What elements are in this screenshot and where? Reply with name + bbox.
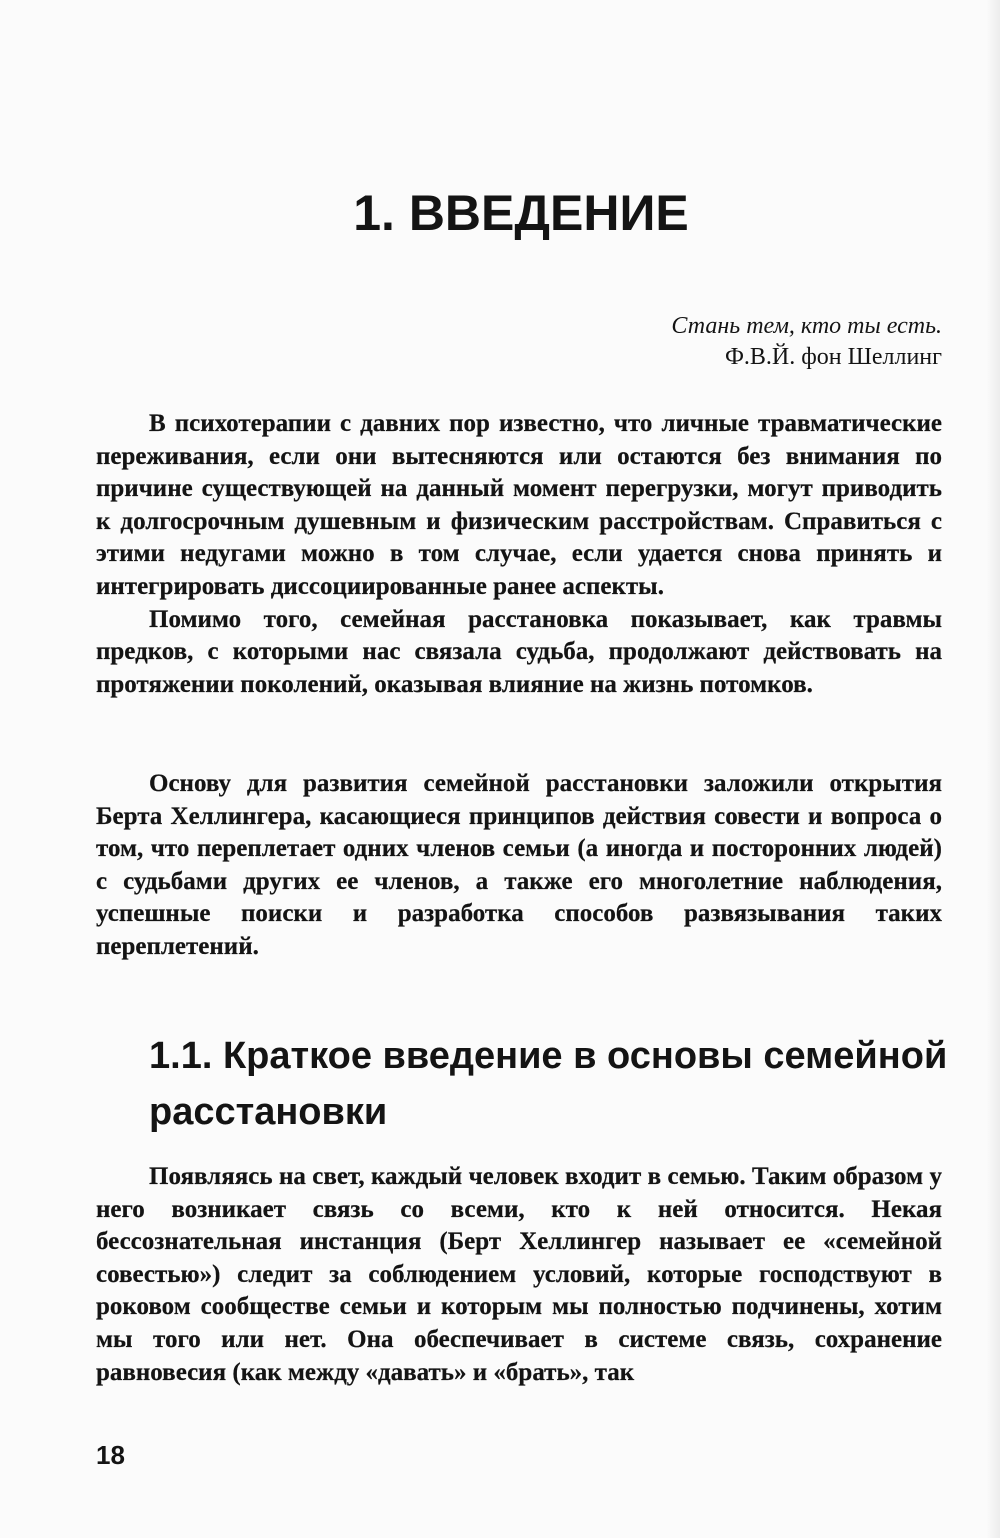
chapter-title: 1. ВВЕДЕНИЕ — [353, 185, 689, 241]
paragraph: Помимо того, семейная расстановка показывает, как травмы предков, с которыми нас связала судьба, продолжают действовать на протяжении поколений, оказывая влияние на жизнь потомков. — [96, 605, 942, 698]
epigraph-author: Ф.В.Й. фон Шеллинг — [724, 344, 942, 370]
paragraph: В психотерапии с давних пор известно, что личные травматические переживания, если они вытесняются или остаются без внимания по причине существующей на данный момент перегрузки, могут приводить к долгосрочным душевным и физическим расстройствам. Справиться с этими недугами можно в том случае, если удается снова принять и интегрировать диссоциированные ранее аспекты. — [96, 410, 942, 600]
page-number: 18 — [96, 1440, 125, 1470]
intro-text — [96, 408, 942, 701]
epigraph-quote: Стань тем, кто ты есть. — [671, 313, 942, 339]
section-heading: 1.1. Краткое введение в основы семейной расстановки — [149, 1035, 948, 1133]
page-edge-shadow — [986, 0, 1000, 1538]
intro-text-continued — [96, 768, 942, 964]
epigraph — [671, 311, 942, 373]
paragraph: Появляясь на свет, каждый человек входит в семью. Таким образом у него возникает связь со всеми, кто к ней относится. Некая бессознательная инстанция (Берт Хеллингер называет ее «семейной совестью») следит за соблюдением условий, которые господствуют в роковом сообществе семьи и которым мы полностью подчинены, хотим мы того или нет. Она обеспечивает в системе связь, сохранение равновесия (как между «давать» и «брать», так — [96, 1163, 942, 1386]
paragraph: Основу для развития семейной расстановки заложили открытия Берта Хеллингера, касающиеся принципов действия совести и вопроса о том, что переплетает одних членов семьи (а иногда и посторонних людей) с судьбами других ее членов, а также его многолетние наблюдения, успешные поиски и разработка способов развязывания таких переплетений. — [96, 770, 942, 960]
section-text — [96, 1161, 942, 1389]
